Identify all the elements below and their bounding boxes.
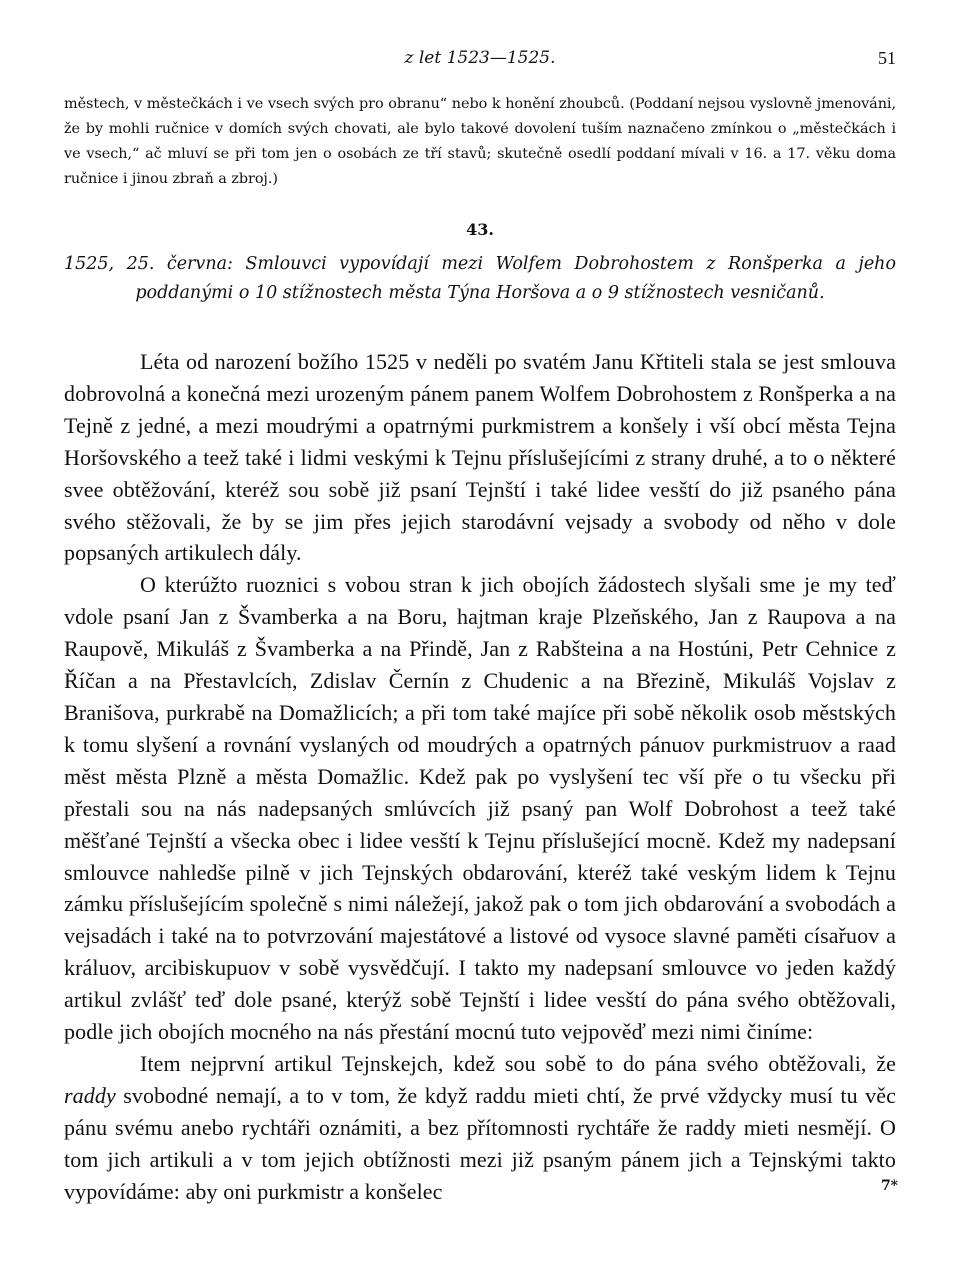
document-number: 43. (466, 220, 494, 239)
page-header (64, 48, 896, 74)
paragraph-3-part-b: svobodné nemají, a to v tom, že když raddu mieti chtí, že prvé vždycky musí tu věc pánu svému anebo rychtáři oznámiti, a bez přítomnosti rychtáře že raddy mieti nesmějí. O tom jich artikuli a v tom jejich obtížnosti mezi již psaným pánem jich a Tejnskými takto vypovídáme: aby oni purkmistr a konšelec (64, 1082, 896, 1204)
body-paragraph-1: Léta od narození božího 1525 v neděli po svatém Janu Křtiteli stala se jest smlouva dobrovolná a konečná mezi urozeným pánem panem Wolfem Dobrohostem z Ronšperka a na Tejně z jedné, a mezi moudrými a opatrnými purkmistrem a konšely i vší obcí města Tejna Horšovského a teež také i lidmi veskými k Tejnu příslušejícími z strany druhé, a to o některé svee obtěžování, kteréž sou sobě již psaní Tejnští i také lidee vesští do již psaného pána svého stěžovali, že by se jim přes jejich starodávní vejsady a svobody od něho v dole popsaných artikulech dály. (64, 349, 896, 566)
page-number: 51 (878, 48, 896, 68)
signature-mark: 7* (880, 1178, 898, 1194)
document-heading (64, 250, 896, 308)
emphasized-word: raddy (64, 1082, 116, 1108)
heading-text: Smlouvci vypovídají mezi Wolfem Dobrohostem z Ronšperka a jeho poddanými o 10 stížnostech města Týna Horšova a o 9 stížnostech vesničanů. (135, 254, 896, 303)
footnote-continuation: městech, v městečkách i ve vsech svých pro obranu“ nebo k honění zhoubců. (Poddaní nejsou vyslovně jmenováni, že by mohli ručnice v domích svých chovati, ale bylo takové dovolení tuším naznačeno zmínkou o „městečkách i ve vsech,“ ač mluví se při tom jen o osobách ze tří stavů; skutečně osedlí poddaní mívali v 16. a 17. věku doma ručnice i jinou zbraň a zbroj.) (64, 96, 896, 187)
body-paragraph-2: O kterúžto ruoznici s vobou stran k jich obojích žádostech slyšali sme je my teď vdole psaní Jan z Švamberka a na Boru, hajtman kraje Plzeňského, Jan z Raupova a na Raupově, Mikuláš z Švamberka a na Přindě, Jan z Rabšteina a na Hostúni, Petr Cehnice z Říčan a na Přestavlcích, Zdislav Černín z Chudenic a na Březině, Mikuláš Vojslav z Branišova, purkrabě na Domažlicích; a při tom také majíce při sobě několik osob městských k tomu slyšení a rovnání vyslaných od moudrých a opatrných pánuov purkmistruov a raad měst města Plzně a města Domažlic. Kdež pak po vyslyšení tec vší pře o tu všecku při přestali sou na nás nadepsaných smlúvcích již psaný pan Wolf Dobrohost a teež také měšťané Tejnští a všecka obec i lidee vesští k Tejnu příslušející mocně. Kdež my nadepsaní smlouvce nahledše pilně v jich Tejnských obdarování, kteréž také veským lidem k Tejnu zámku příslušejícím společně s nimi náležejí, jakož pak o tom jich obdarování a svobodách a vejsadách i také na to potvrzování majestátové a listové od vysoce slavné paměti císařuov a králuov, arcibiskupuov v sobě vysvědčují. I takto my nadepsaní smlouvce vo jeden každý artikul zvlášť teď dole psané, kterýž sobě Tejnští i lidee vesští do pána svého obtěžovali, podle jich obojích mocného na nás přestání mocnú tuto vejpověď mezi nimi činíme: (64, 572, 896, 1045)
running-title: z let 1523—1525. (404, 48, 556, 68)
body-paragraph-3 (64, 1048, 896, 1208)
heading-date: 1525, 25. června: (64, 254, 233, 274)
document-body (64, 346, 896, 1207)
paragraph-3-part-a: Item nejprvní artikul Tejnskejch, kdež sou sobě to do pána svého obtěžovali, že (140, 1050, 896, 1076)
